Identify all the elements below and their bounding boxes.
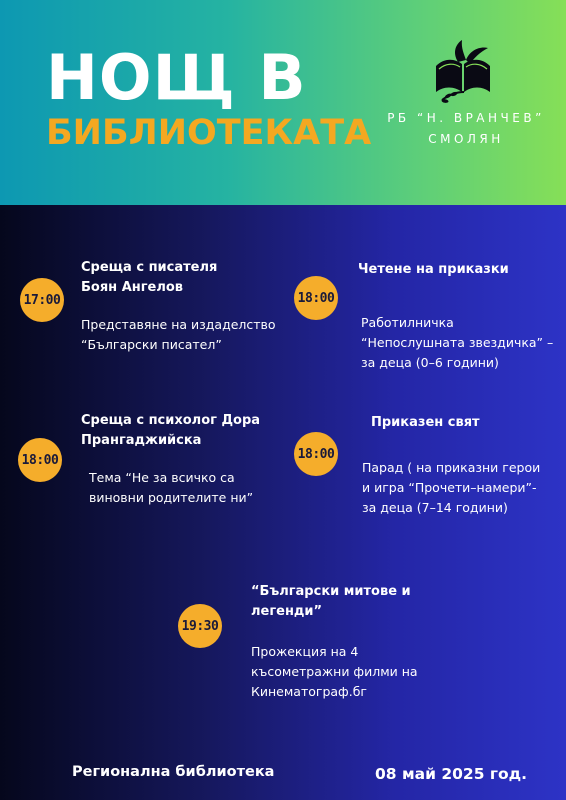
event-title: Приказен свят [371, 415, 480, 430]
organization-name: РБ “Н. ВРАНЧЕВ” [387, 111, 545, 125]
title-line-1: НОЩ В [46, 41, 307, 114]
event-time-badge: 18:00 [294, 432, 338, 476]
event-description: Парад ( на приказни герои и игра “Прочети–намери”- за деца (7–14 години) [362, 460, 541, 515]
footer-date: 08 май 2025 год. [375, 765, 528, 783]
event-title: Четене на приказки [358, 262, 509, 277]
event-time-badge: 19:30 [178, 604, 222, 648]
event-time-badge: 18:00 [294, 276, 338, 320]
event-description: Тема “Не за всичко са виновни родителите ни” [89, 470, 254, 505]
event-description: Прожекция на 4 късометражни филми на Кинематограф.бг [251, 644, 418, 699]
event-time-badge: 18:00 [18, 438, 62, 482]
event-description: Представяне на издаделство “Български писател” [81, 317, 276, 352]
event-title: “Български митове и легенди” [251, 584, 411, 619]
event-title: Среща с психолог Дора Прангаджийска [81, 413, 261, 448]
event-time-badge: 17:00 [20, 278, 64, 322]
title-line-2: БИБЛИОТЕКАТА [46, 113, 372, 153]
organization-city: СМОЛЯН [428, 132, 504, 146]
header-banner [0, 0, 566, 205]
footer-library-name: Регионална библиотека [72, 764, 275, 780]
event-description: Работилничка “Непослушната звездичка” – за деца (0–6 години) [361, 315, 554, 370]
book-dove-logo-icon [428, 38, 498, 106]
event-title: Среща с писателя Боян Ангелов [81, 260, 218, 295]
